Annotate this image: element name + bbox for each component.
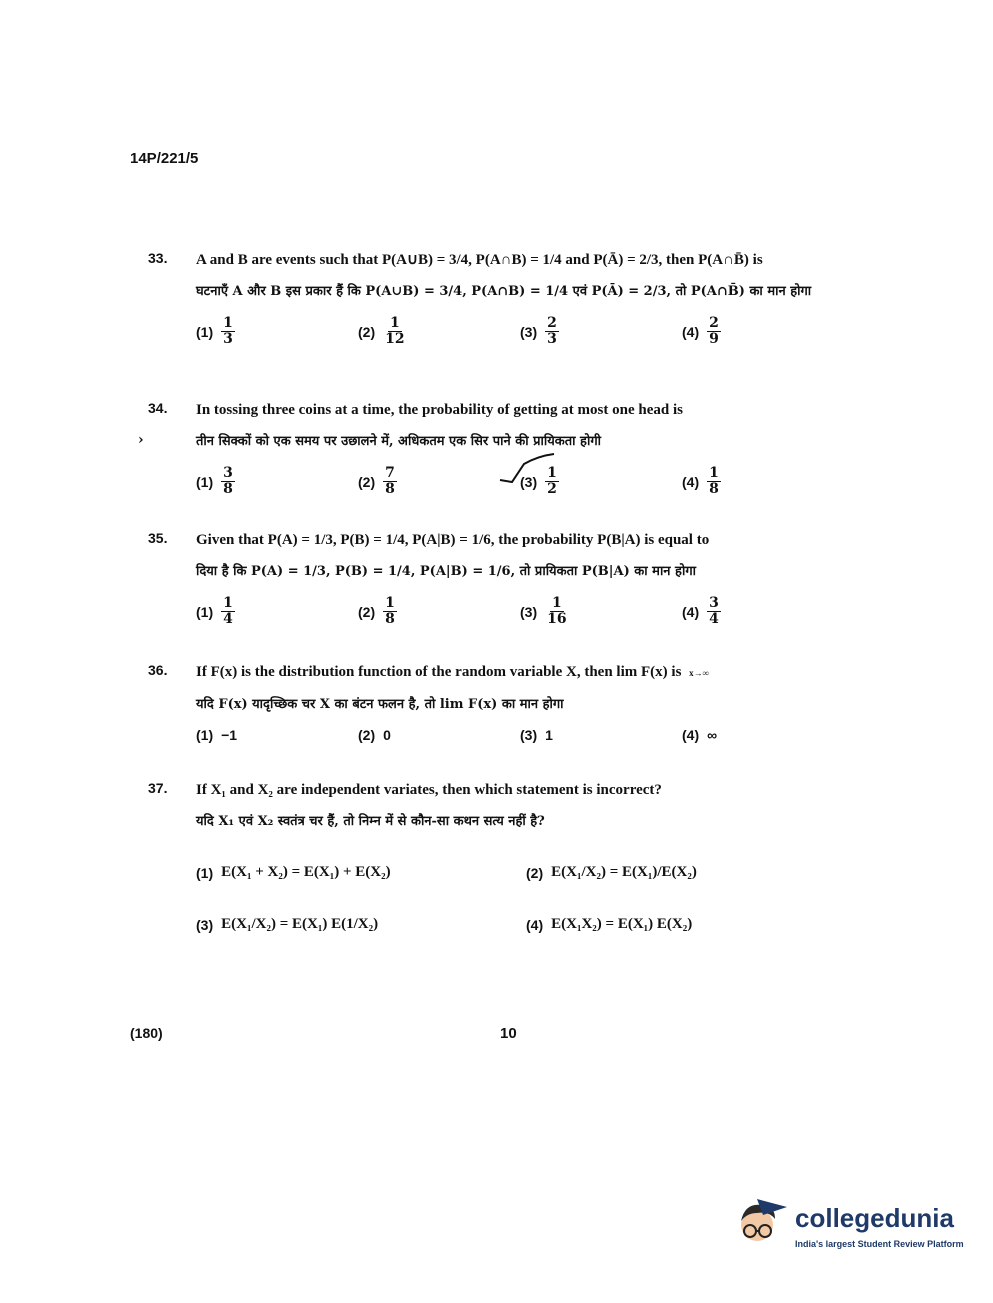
option-3 <box>196 916 378 933</box>
option-expression: E(X₁ + X₂) = E(X₁) + E(X₂) <box>221 864 391 880</box>
option-fraction <box>707 466 721 497</box>
option-fraction <box>383 316 406 347</box>
option-label: (1) <box>196 727 214 743</box>
options <box>196 466 868 506</box>
question-text-english: If X₁ and X₂ are independent variates, then which statement is incorrect? <box>196 782 662 798</box>
option-2 <box>358 316 407 347</box>
question-number: 36. <box>148 662 168 678</box>
option-expression: E(X₁X₂) = E(X₁) E(X₂) <box>551 916 693 932</box>
option-label: (4) <box>682 473 700 490</box>
option-label: (2) <box>358 473 376 490</box>
option-fraction <box>707 596 721 627</box>
option-1 <box>196 727 237 743</box>
option-2 <box>358 596 397 627</box>
option-fraction <box>221 466 235 497</box>
question-35 <box>148 530 868 636</box>
denominator: 8 <box>385 611 395 627</box>
option-1 <box>196 864 391 881</box>
option-1 <box>196 466 235 497</box>
denominator: 4 <box>709 611 719 627</box>
option-fraction <box>383 596 397 627</box>
options <box>196 727 868 755</box>
numerator: 2 <box>547 315 557 331</box>
denominator: 8 <box>223 481 233 497</box>
margin-mark: › <box>138 432 144 448</box>
option-value: −1 <box>221 727 238 743</box>
question-text-hindi: यदि F(x) यादृच्छिक चर X का बंटन फलन है, तो lim F(x) का मान होगा <box>196 697 564 712</box>
numerator: 1 <box>551 595 562 611</box>
question-number: 37. <box>148 780 168 796</box>
tick-mark-icon <box>498 452 558 492</box>
option-label: (2) <box>358 323 376 340</box>
option-2 <box>358 466 397 497</box>
logo-name: collegedunia <box>795 1203 954 1233</box>
option-label: (1) <box>196 603 214 620</box>
question-34 <box>148 400 868 506</box>
option-label: (2) <box>358 727 376 743</box>
question-number: 34. <box>148 400 168 416</box>
numerator: 1 <box>389 315 400 331</box>
option-3 <box>520 727 553 743</box>
limit-subscript: x→∞ <box>689 668 710 678</box>
question-text: If F(x) is the distribution function of the random variable X, then lim F(x) is <box>196 664 682 680</box>
options <box>196 596 868 636</box>
question-text-hindi: तीन सिक्कों को एक समय पर उछालने में, अधिकतम एक सिर पाने की प्रायिकता होगी <box>196 434 602 449</box>
denominator: 3 <box>547 331 557 347</box>
denominator: 9 <box>709 331 719 347</box>
question-36 <box>148 662 868 755</box>
option-2 <box>358 727 391 743</box>
numerator: 1 <box>385 595 395 611</box>
option-label: (4) <box>682 727 700 743</box>
option-label: (2) <box>358 603 376 620</box>
option-fraction <box>221 316 235 347</box>
option-3 <box>520 316 559 347</box>
question-text-hindi: दिया है कि P(A) = 1/3, P(B) = 1/4, P(A|B) = 1/6, तो प्रायिकता P(B|A) का मान होगा <box>196 564 697 579</box>
option-label: (3) <box>520 603 538 620</box>
numerator: 3 <box>223 465 233 481</box>
question-text-english <box>196 662 868 683</box>
question-number: 33. <box>148 250 168 266</box>
footer-code: (180) <box>130 1025 163 1041</box>
option-1 <box>196 596 235 627</box>
option-fraction <box>383 466 397 497</box>
question-37 <box>148 780 868 933</box>
question-text-english: A and B are events such that P(A∪B) = 3/4, P(A∩B) = 1/4 and P(Ā) = 2/3, then P(A∩B̄) is <box>196 252 763 268</box>
option-expression: E(X₁/X₂) = E(X₁)/E(X₂) <box>551 864 697 880</box>
option-label: (1) <box>196 864 214 881</box>
mascot-icon <box>735 1195 791 1255</box>
option-label: (4) <box>526 916 544 933</box>
denominator: 2 <box>547 481 557 497</box>
denominator: 3 <box>223 331 233 347</box>
numerator: 1 <box>223 595 233 611</box>
option-label: (3) <box>520 473 538 490</box>
option-fraction <box>707 316 721 347</box>
numerator: 7 <box>385 465 395 481</box>
question-number: 35. <box>148 530 168 546</box>
option-label: (4) <box>682 603 700 620</box>
numerator: 3 <box>709 595 719 611</box>
question-33 <box>148 250 868 356</box>
option-label: (1) <box>196 323 214 340</box>
option-label: (3) <box>196 916 214 933</box>
option-label: (1) <box>196 473 214 490</box>
option-3 <box>520 596 569 627</box>
option-4 <box>682 466 721 497</box>
denominator: 8 <box>709 481 719 497</box>
option-label: (4) <box>682 323 700 340</box>
page-code: 14P/221/5 <box>130 150 199 167</box>
collegedunia-logo[interactable] <box>735 1195 965 1265</box>
option-4 <box>682 316 721 347</box>
numerator: 1 <box>223 315 233 331</box>
denominator: 16 <box>547 611 567 627</box>
numerator: 1 <box>709 465 719 481</box>
options <box>196 854 868 933</box>
option-fraction <box>545 316 559 347</box>
option-label: (3) <box>520 323 538 340</box>
page-number: 10 <box>500 1025 517 1042</box>
option-2 <box>526 864 697 881</box>
option-3 <box>520 466 559 497</box>
question-text-english: In tossing three coins at a time, the probability of getting at most one head is <box>196 402 683 418</box>
option-label: (3) <box>520 727 538 743</box>
option-expression: E(X₁/X₂) = E(X₁) E(1/X₂) <box>221 916 379 932</box>
numerator: 1 <box>547 465 557 481</box>
option-value: 1 <box>545 727 553 743</box>
logo-tagline: India's largest Student Review Platform <box>795 1239 964 1249</box>
option-4 <box>682 727 717 743</box>
option-value: 0 <box>383 727 391 743</box>
option-4 <box>682 596 721 627</box>
numerator: 2 <box>709 315 719 331</box>
question-text-hindi: यदि X₁ एवं X₂ स्वतंत्र चर हैं, तो निम्न में से कौन-सा कथन सत्य नहीं है? <box>196 814 545 829</box>
question-text-english: Given that P(A) = 1/3, P(B) = 1/4, P(A|B) = 1/6, the probability P(B|A) is equal to <box>196 532 710 548</box>
denominator: 12 <box>385 331 405 347</box>
option-4 <box>526 916 692 933</box>
denominator: 8 <box>385 481 395 497</box>
option-fraction <box>545 596 568 627</box>
option-value: ∞ <box>707 727 718 743</box>
option-label: (2) <box>526 864 544 881</box>
question-text-hindi: घटनाएँ A और B इस प्रकार हैं कि P(A∪B) = 3/4, P(A∩B) = 1/4 एवं P(Ā) = 2/3, तो P(A∩B̄) का मान होगा <box>196 284 812 299</box>
option-1 <box>196 316 235 347</box>
options <box>196 316 868 356</box>
option-fraction <box>221 596 235 627</box>
denominator: 4 <box>223 611 233 627</box>
